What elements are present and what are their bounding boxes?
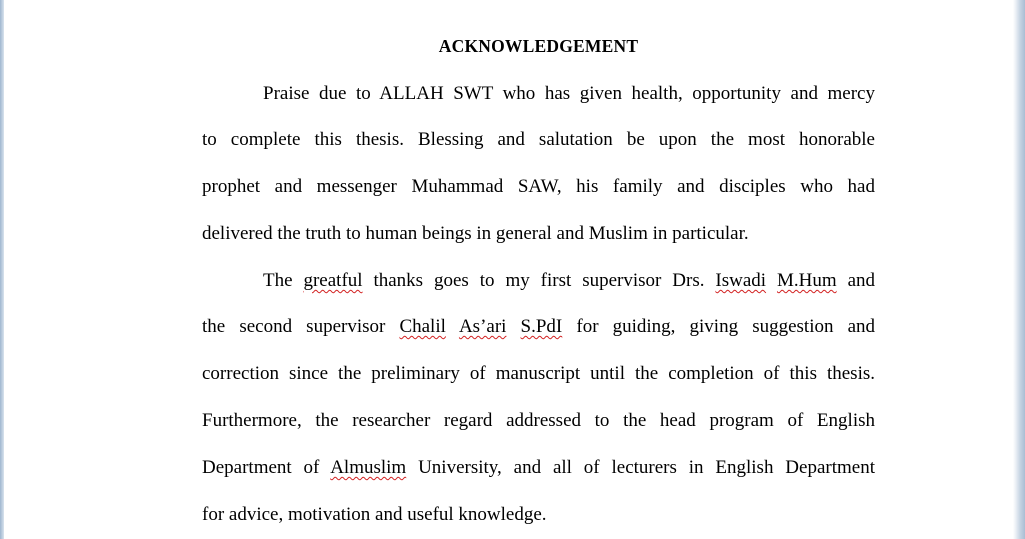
text-run [766,270,777,291]
paragraph-2-line-1 [263,270,875,292]
text-run [506,316,520,337]
paragraph-2-line-4: Furthermore, the researcher regard addressed to the head program of English [202,410,875,431]
text-run [446,316,459,337]
paragraph-2-line-5 [202,457,875,479]
paragraph-2-line-6: for advice, motivation and useful knowledge. [202,504,547,525]
spellcheck-flagged-word[interactable]: As’ari [458,316,507,337]
text-run: thanks goes to my first supervisor Drs. [362,270,716,291]
text-run: and [836,270,875,291]
spellcheck-flagged-word[interactable]: Almuslim [330,457,407,478]
text-run: for guiding, giving suggestion and [562,316,876,337]
spellcheck-flagged-word[interactable]: S.PdI [520,316,563,337]
text-run: University, and all of lecturers in English Department [406,457,875,478]
spellcheck-flagged-word[interactable]: M.Hum [776,270,837,291]
text-run: the second supervisor [202,316,400,337]
text-run: The [263,270,304,291]
window-right-edge [1013,0,1025,539]
paragraph-1-line-1: Praise due to ALLAH SWT who has given health, opportunity and mercy [263,83,875,104]
paragraph-1-line-4: delivered the truth to human beings in general and Muslim in particular. [202,223,749,244]
paragraph-2-line-3: correction since the preliminary of manuscript until the completion of this thesis. [202,363,875,384]
document-title: ACKNOWLEDGEMENT [438,36,639,56]
document-page[interactable] [4,0,1013,539]
paragraph-2-line-2 [202,316,875,338]
spellcheck-flagged-word[interactable]: Chalil [399,316,446,337]
paragraph-1-line-2: to complete this thesis. Blessing and salutation be upon the most honorable [202,129,875,150]
text-run: Department of [202,457,331,478]
spellcheck-flagged-word[interactable]: Iswadi [715,270,767,291]
paragraph-1-line-3: prophet and messenger Muhammad SAW, his family and disciples who had [202,176,875,197]
spellcheck-flagged-word[interactable]: greatful [303,270,363,291]
